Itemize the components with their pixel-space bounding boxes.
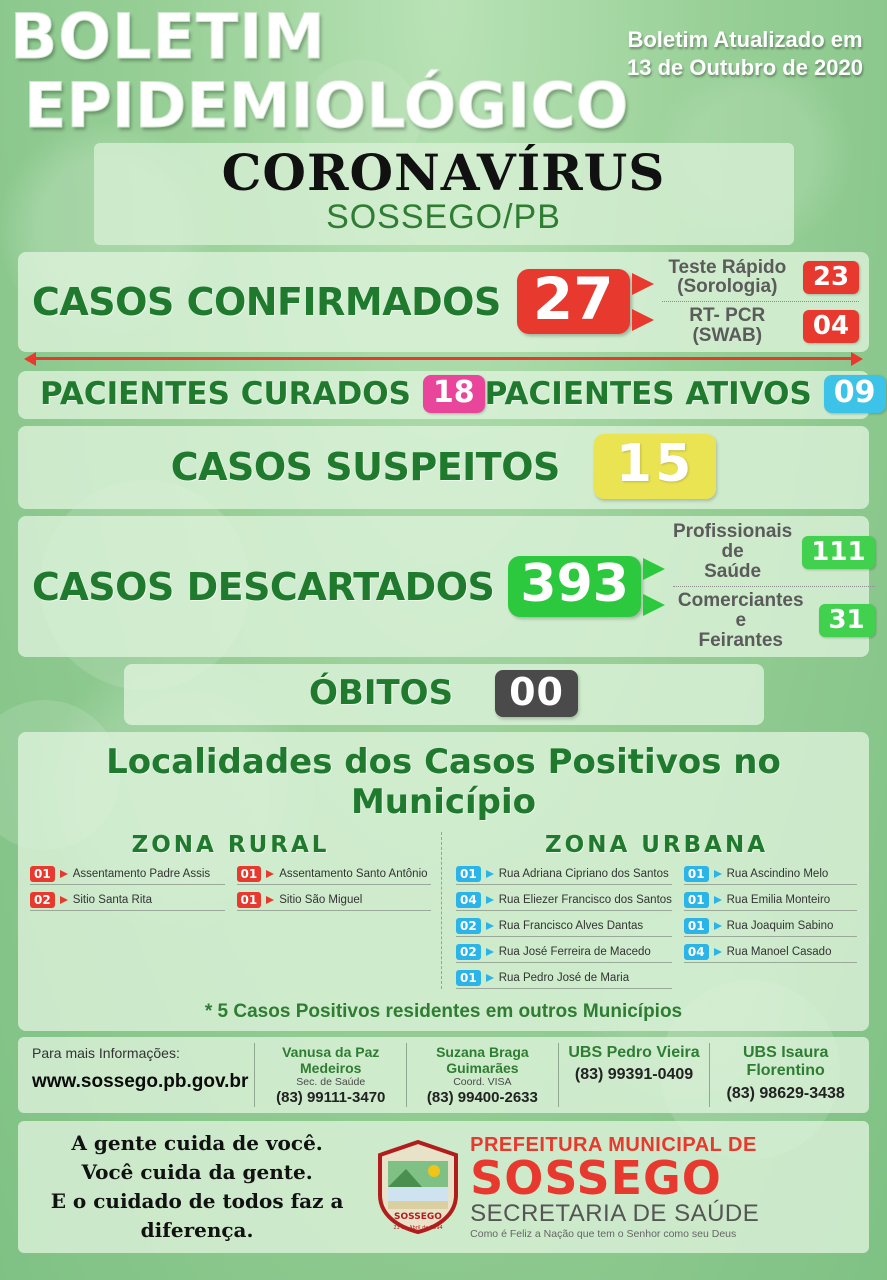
slogan-line1: A gente cuida de você. <box>71 1131 323 1156</box>
ubs-phone[interactable]: (83) 98629-3438 <box>726 1084 845 1102</box>
locality-count: 01 <box>456 866 481 882</box>
active-value: 09 <box>824 375 886 413</box>
list-item <box>456 944 672 963</box>
zone-urbana-column-1 <box>456 866 672 989</box>
locality-name: Rua Ascindino Melo <box>726 867 829 880</box>
update-date-line1: Boletim Atualizado em <box>627 27 863 52</box>
ubs-name: UBS Isaura Florentino <box>742 1043 829 1080</box>
list-item <box>237 866 432 885</box>
arrow-right-icon <box>486 974 494 982</box>
locality-count: 01 <box>237 866 262 882</box>
locality-name: Assentamento Santo Antônio <box>279 867 428 880</box>
contact-role: Sec. de Saúde <box>296 1076 366 1089</box>
cured-patients <box>40 375 485 413</box>
arrow-right-icon <box>851 352 863 366</box>
prefeitura-label: PREFEITURA MUNICIPAL DE <box>470 1133 757 1156</box>
locality-count: 02 <box>456 918 481 934</box>
locality-name: Assentamento Padre Assis <box>72 867 211 880</box>
slogan <box>28 1129 366 1245</box>
confirmed-cases-panel <box>18 252 869 353</box>
locality-name: Rua Emilia Monteiro <box>726 893 831 906</box>
arrow-right-icon <box>714 896 722 904</box>
update-date-line2: 13 de Outubro de 2020 <box>627 54 863 80</box>
discarded-arrows <box>643 558 665 616</box>
discarded-label: CASOS DESCARTADOS <box>32 564 495 609</box>
contact-info <box>26 1043 254 1107</box>
breakdown-value: 04 <box>803 310 859 343</box>
ubs-name: UBS Pedro Vieira <box>568 1043 700 1061</box>
zone-rural <box>30 832 442 989</box>
locality-count: 01 <box>30 866 55 882</box>
contacts-panel <box>18 1037 869 1113</box>
locality-name: Rua Francisco Alves Dantas <box>498 919 644 932</box>
list-item <box>456 866 672 885</box>
contact-ubs-1 <box>558 1043 710 1107</box>
zone-urbana-title: ZONA URBANA <box>544 831 769 858</box>
list-item <box>456 970 672 989</box>
contact-phone[interactable]: (83) 99400-2633 <box>426 1089 538 1107</box>
brand-block <box>470 1134 859 1241</box>
confirmed-cases-label: CASOS CONFIRMADOS <box>32 279 501 324</box>
arrow-right-icon <box>266 870 274 878</box>
locality-count: 01 <box>684 866 709 882</box>
poster-title-line2: EPIDEMIOLÓGICO <box>24 69 629 142</box>
arrow-right-icon <box>714 922 722 930</box>
coronavirus-word: CORONAVÍRUS <box>221 143 666 202</box>
locality-name: Rua Adriana Cipriano dos Santos <box>498 867 669 880</box>
discarded-cases-panel <box>18 516 869 657</box>
arrow-right-icon <box>486 948 494 956</box>
deaths-label: ÓBITOS <box>309 673 454 714</box>
breakdown-item-profissionais-saude <box>673 522 875 582</box>
list-item <box>684 866 857 885</box>
deaths-value: 00 <box>495 670 578 717</box>
breakdown-label: Teste Rápido (Sorologia) <box>668 256 787 298</box>
locality-count: 02 <box>30 892 55 908</box>
breakdown-item-teste-rapido <box>662 258 859 298</box>
zone-urbana-column-2 <box>684 866 857 989</box>
contact-name: Suzana Braga Guimarães <box>436 1043 529 1076</box>
confirmed-cases-value: 27 <box>517 269 630 334</box>
slogan-line3: E o cuidado de todos faz a diferença. <box>50 1189 344 1243</box>
breakdown-value: 31 <box>819 604 875 637</box>
coronavirus-banner <box>94 143 794 245</box>
other-municipalities-note: * 5 Casos Positivos residentes em outros Municípios <box>204 1000 683 1022</box>
contact-name: Vanusa da Paz Medeiros <box>282 1043 380 1076</box>
locality-name: Rua José Ferreira de Macedo <box>498 945 651 958</box>
locality-count: 04 <box>456 892 481 908</box>
brand-city: SOSSEGO <box>470 1150 722 1205</box>
poster-footer <box>18 1121 869 1253</box>
deaths-panel <box>124 664 764 725</box>
breakdown-item-rt-pcr <box>662 306 859 346</box>
connector-line <box>34 357 853 360</box>
locality-count: 02 <box>456 944 481 960</box>
breakdown-label: Comerciantes e Feirantes <box>677 590 804 651</box>
arrow-right-icon <box>486 870 494 878</box>
divider <box>662 301 859 302</box>
divider <box>673 586 875 587</box>
suspected-value: 15 <box>594 434 716 499</box>
city-label: SOSSEGO/PB <box>326 197 561 236</box>
contact-info-label: Para mais Informações: <box>32 1044 180 1061</box>
locality-count: 01 <box>684 918 709 934</box>
zone-rural-title: ZONA RURAL <box>131 831 330 858</box>
svg-text:SOSSEGO: SOSSEGO <box>394 1212 443 1223</box>
localities-title: Localidades dos Casos Positivos no Município <box>106 741 781 822</box>
locality-count: 01 <box>684 892 709 908</box>
list-item <box>456 918 672 937</box>
localities-panel <box>18 732 869 1031</box>
update-date <box>627 26 863 81</box>
zone-urbana <box>442 832 857 989</box>
locality-name: Rua Manoel Casado <box>726 945 832 958</box>
contact-ubs-2 <box>709 1043 861 1107</box>
list-item <box>684 944 857 963</box>
breakdown-item-comerciantes <box>673 591 875 651</box>
list-item <box>237 892 432 911</box>
contact-person-1 <box>254 1043 406 1107</box>
locality-count: 01 <box>237 892 262 908</box>
coat-of-arms-icon <box>376 1139 460 1235</box>
contact-phone[interactable]: (83) 99111-3470 <box>276 1089 386 1107</box>
secretaria-label: SECRETARIA DE SAÚDE <box>470 1200 760 1228</box>
arrow-right-icon <box>714 948 722 956</box>
suspected-label: CASOS SUSPEITOS <box>170 444 560 489</box>
locality-count: 04 <box>684 944 709 960</box>
arrow-right-icon <box>486 896 494 904</box>
arrow-right-icon <box>632 273 654 295</box>
cured-value: 18 <box>423 375 485 413</box>
cured-label: PACIENTES CURADOS <box>40 376 411 413</box>
discarded-value: 393 <box>508 556 641 617</box>
website-link[interactable]: www.sossego.pb.gov.br <box>32 1070 249 1092</box>
list-item <box>684 918 857 937</box>
ubs-phone[interactable]: (83) 99391-0409 <box>574 1066 694 1084</box>
discarded-breakdown <box>673 522 875 651</box>
contact-person-2 <box>406 1043 558 1107</box>
breakdown-label: Profissionais de Saúde <box>672 521 793 583</box>
locality-name: Rua Pedro José de Maria <box>498 971 630 984</box>
arrow-right-icon <box>643 594 665 616</box>
svg-text:23 de Abril de 1994: 23 de Abril de 1994 <box>393 1225 443 1232</box>
patients-status-panel <box>18 371 876 419</box>
list-item <box>684 892 857 911</box>
poster-title-line1: BOLETIM <box>10 0 326 73</box>
suspected-cases-panel <box>18 426 869 509</box>
arrow-right-icon <box>714 870 722 878</box>
locality-name: Rua Joaquim Sabino <box>726 919 834 932</box>
breakdown-label: RT- PCR (SWAB) <box>689 305 766 347</box>
arrow-right-icon <box>60 870 68 878</box>
list-item <box>30 866 225 885</box>
arrow-right-icon <box>632 309 654 331</box>
red-connector-line <box>18 352 869 364</box>
zone-rural-column-2 <box>237 866 432 911</box>
confirmed-arrows <box>632 273 654 331</box>
locality-name: Sitio Santa Rita <box>72 893 152 906</box>
active-label: PACIENTES ATIVOS <box>484 376 812 413</box>
locality-name: Rua Eliezer Francisco dos Santos <box>498 893 672 906</box>
arrow-right-icon <box>266 896 274 904</box>
contact-role: Coord. VISA <box>453 1076 512 1089</box>
active-patients <box>485 375 886 413</box>
list-item <box>30 892 225 911</box>
locality-count: 01 <box>456 970 481 986</box>
arrow-right-icon <box>643 558 665 580</box>
confirmed-breakdown <box>662 258 859 347</box>
zone-rural-column-1 <box>30 866 225 911</box>
slogan-line2: Você cuida da gente. <box>81 1160 313 1185</box>
list-item <box>456 892 672 911</box>
brand-tagline: Como é Feliz a Nação que tem o Senhor como seu Deus <box>470 1228 737 1241</box>
breakdown-value: 111 <box>802 536 874 569</box>
arrow-right-icon <box>60 896 68 904</box>
arrow-right-icon <box>486 922 494 930</box>
breakdown-value: 23 <box>803 261 859 294</box>
locality-name: Sitio São Miguel <box>279 893 363 906</box>
